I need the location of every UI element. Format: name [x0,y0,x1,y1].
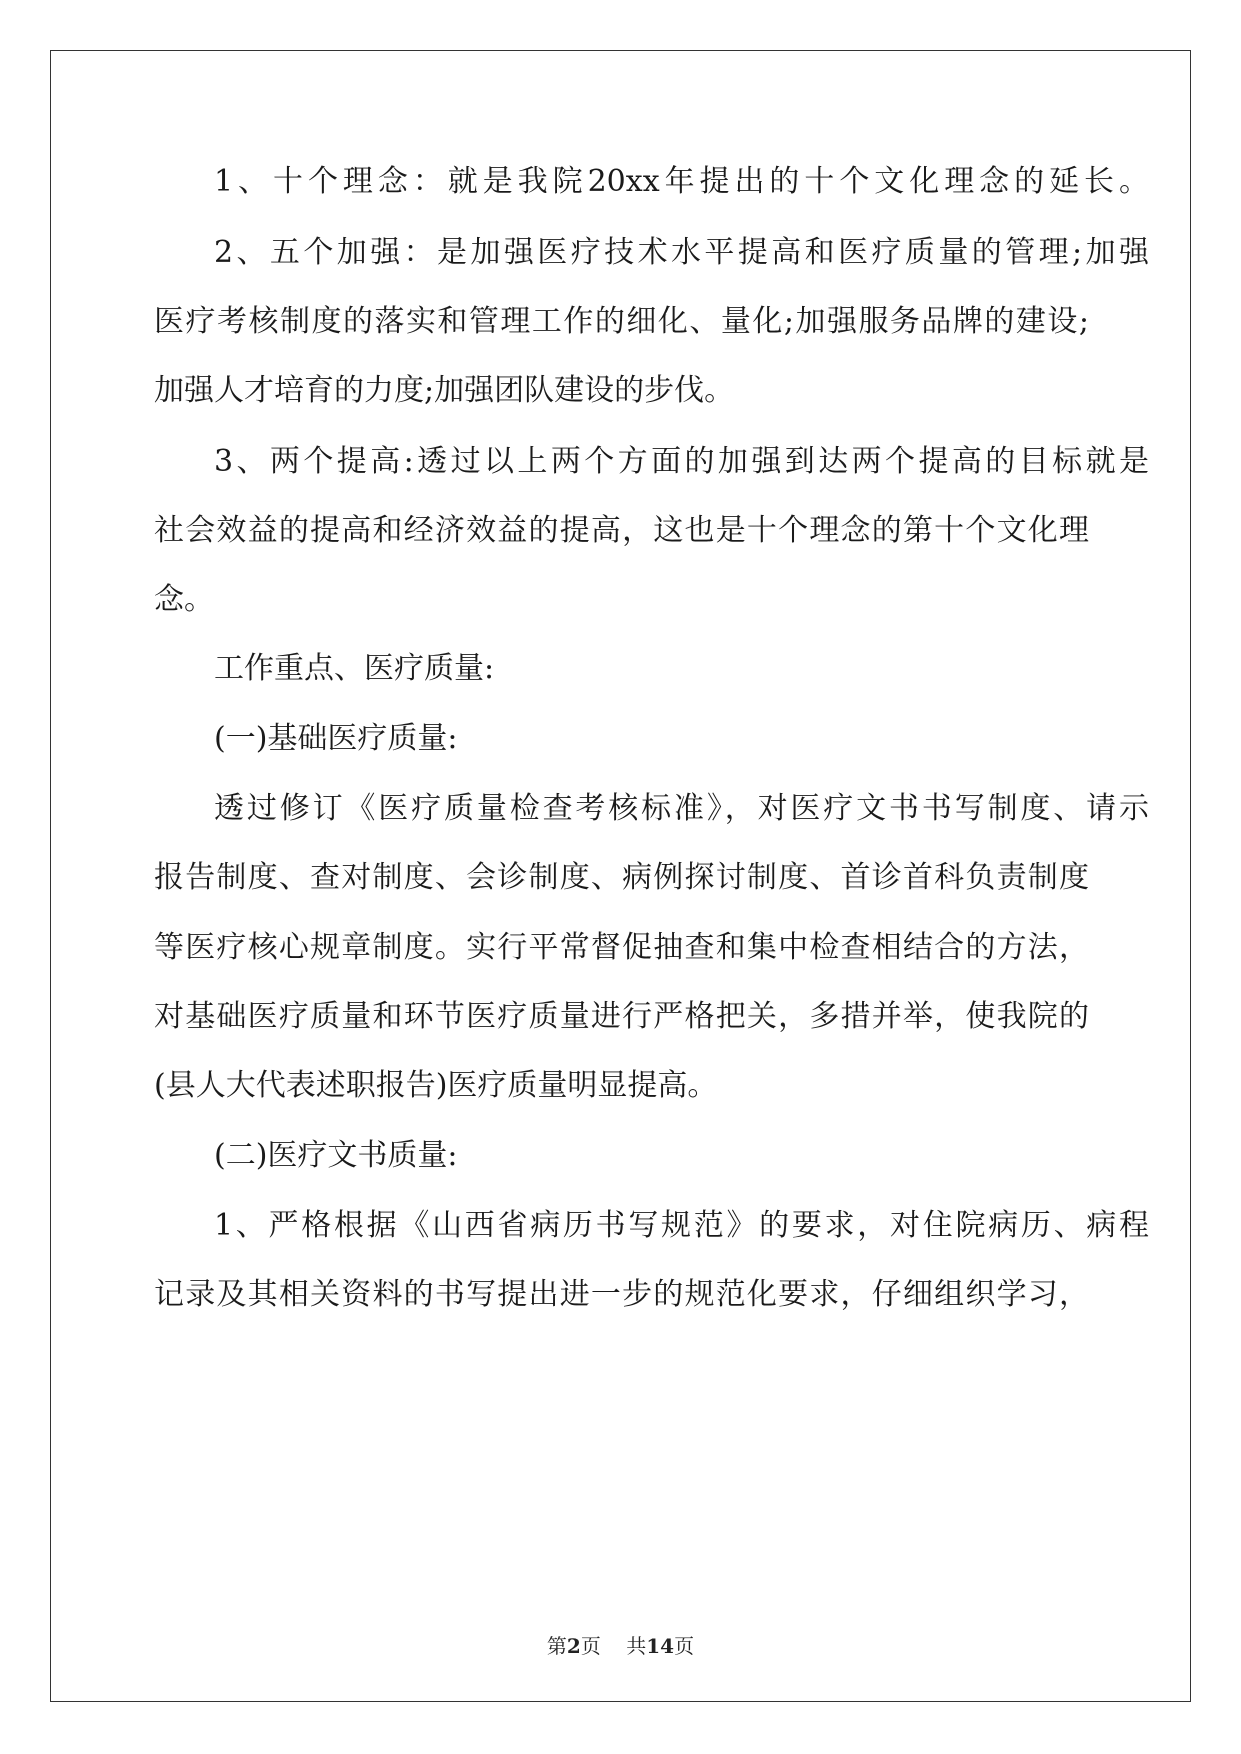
paragraph-line: (县人大代表述职报告)医疗质量明显提高。 [154,1068,718,1103]
footer-page-prefix: 第 [546,1634,567,1658]
paragraph-line: 报告制度、查对制度、会诊制度、病例探讨制度、首诊首科负责制度 [154,860,1089,895]
paragraph-line: 医疗考核制度的落实和管理工作的细化、量化;加强服务品牌的建设; [154,304,1089,339]
footer-total-suffix: 页 [674,1634,695,1658]
footer-total-prefix: 共 [626,1634,647,1658]
paragraph-line: 3、两个提高:透过以上两个方面的加强到达两个提高的目标就是 [214,444,1149,479]
paragraph-line: 等医疗核心规章制度。实行平常督促抽查和集中检查相结合的方法， [154,930,1089,965]
footer-total-pages: 14 [646,1634,675,1658]
paragraph-line: 加强人才培育的力度;加强团队建设的步伐。 [154,373,735,408]
footer-page-suffix: 页 [580,1634,601,1658]
section-heading: 工作重点、医疗质量: [214,651,495,686]
page-footer [0,1630,1241,1659]
paragraph-line: 社会效益的提高和经济效益的提高，这也是十个理念的第十个文化理 [154,513,1089,548]
paragraph-line: 1、严格根据《山西省病历书写规范》的要求，对住院病历、病程 [214,1208,1149,1243]
subsection-heading: (二)医疗文书质量: [214,1138,458,1173]
paragraph-line: 记录及其相关资料的书写提出进一步的规范化要求，仔细组织学习， [154,1277,1089,1312]
paragraph-line: 1、十个理念：就是我院20xx年提出的十个文化理念的延长。 [214,164,1149,199]
paragraph-line: 对基础医疗质量和环节医疗质量进行严格把关，多措并举，使我院的 [154,999,1089,1034]
paragraph-line: 2、五个加强：是加强医疗技术水平提高和医疗质量的管理;加强 [214,235,1149,270]
paragraph-line: 透过修订《医疗质量检查考核标准》，对医疗文书书写制度、请示 [214,791,1149,826]
paragraph-line: 念。 [154,582,214,617]
subsection-heading: (一)基础医疗质量: [214,721,458,756]
footer-page-number: 2 [566,1634,581,1658]
